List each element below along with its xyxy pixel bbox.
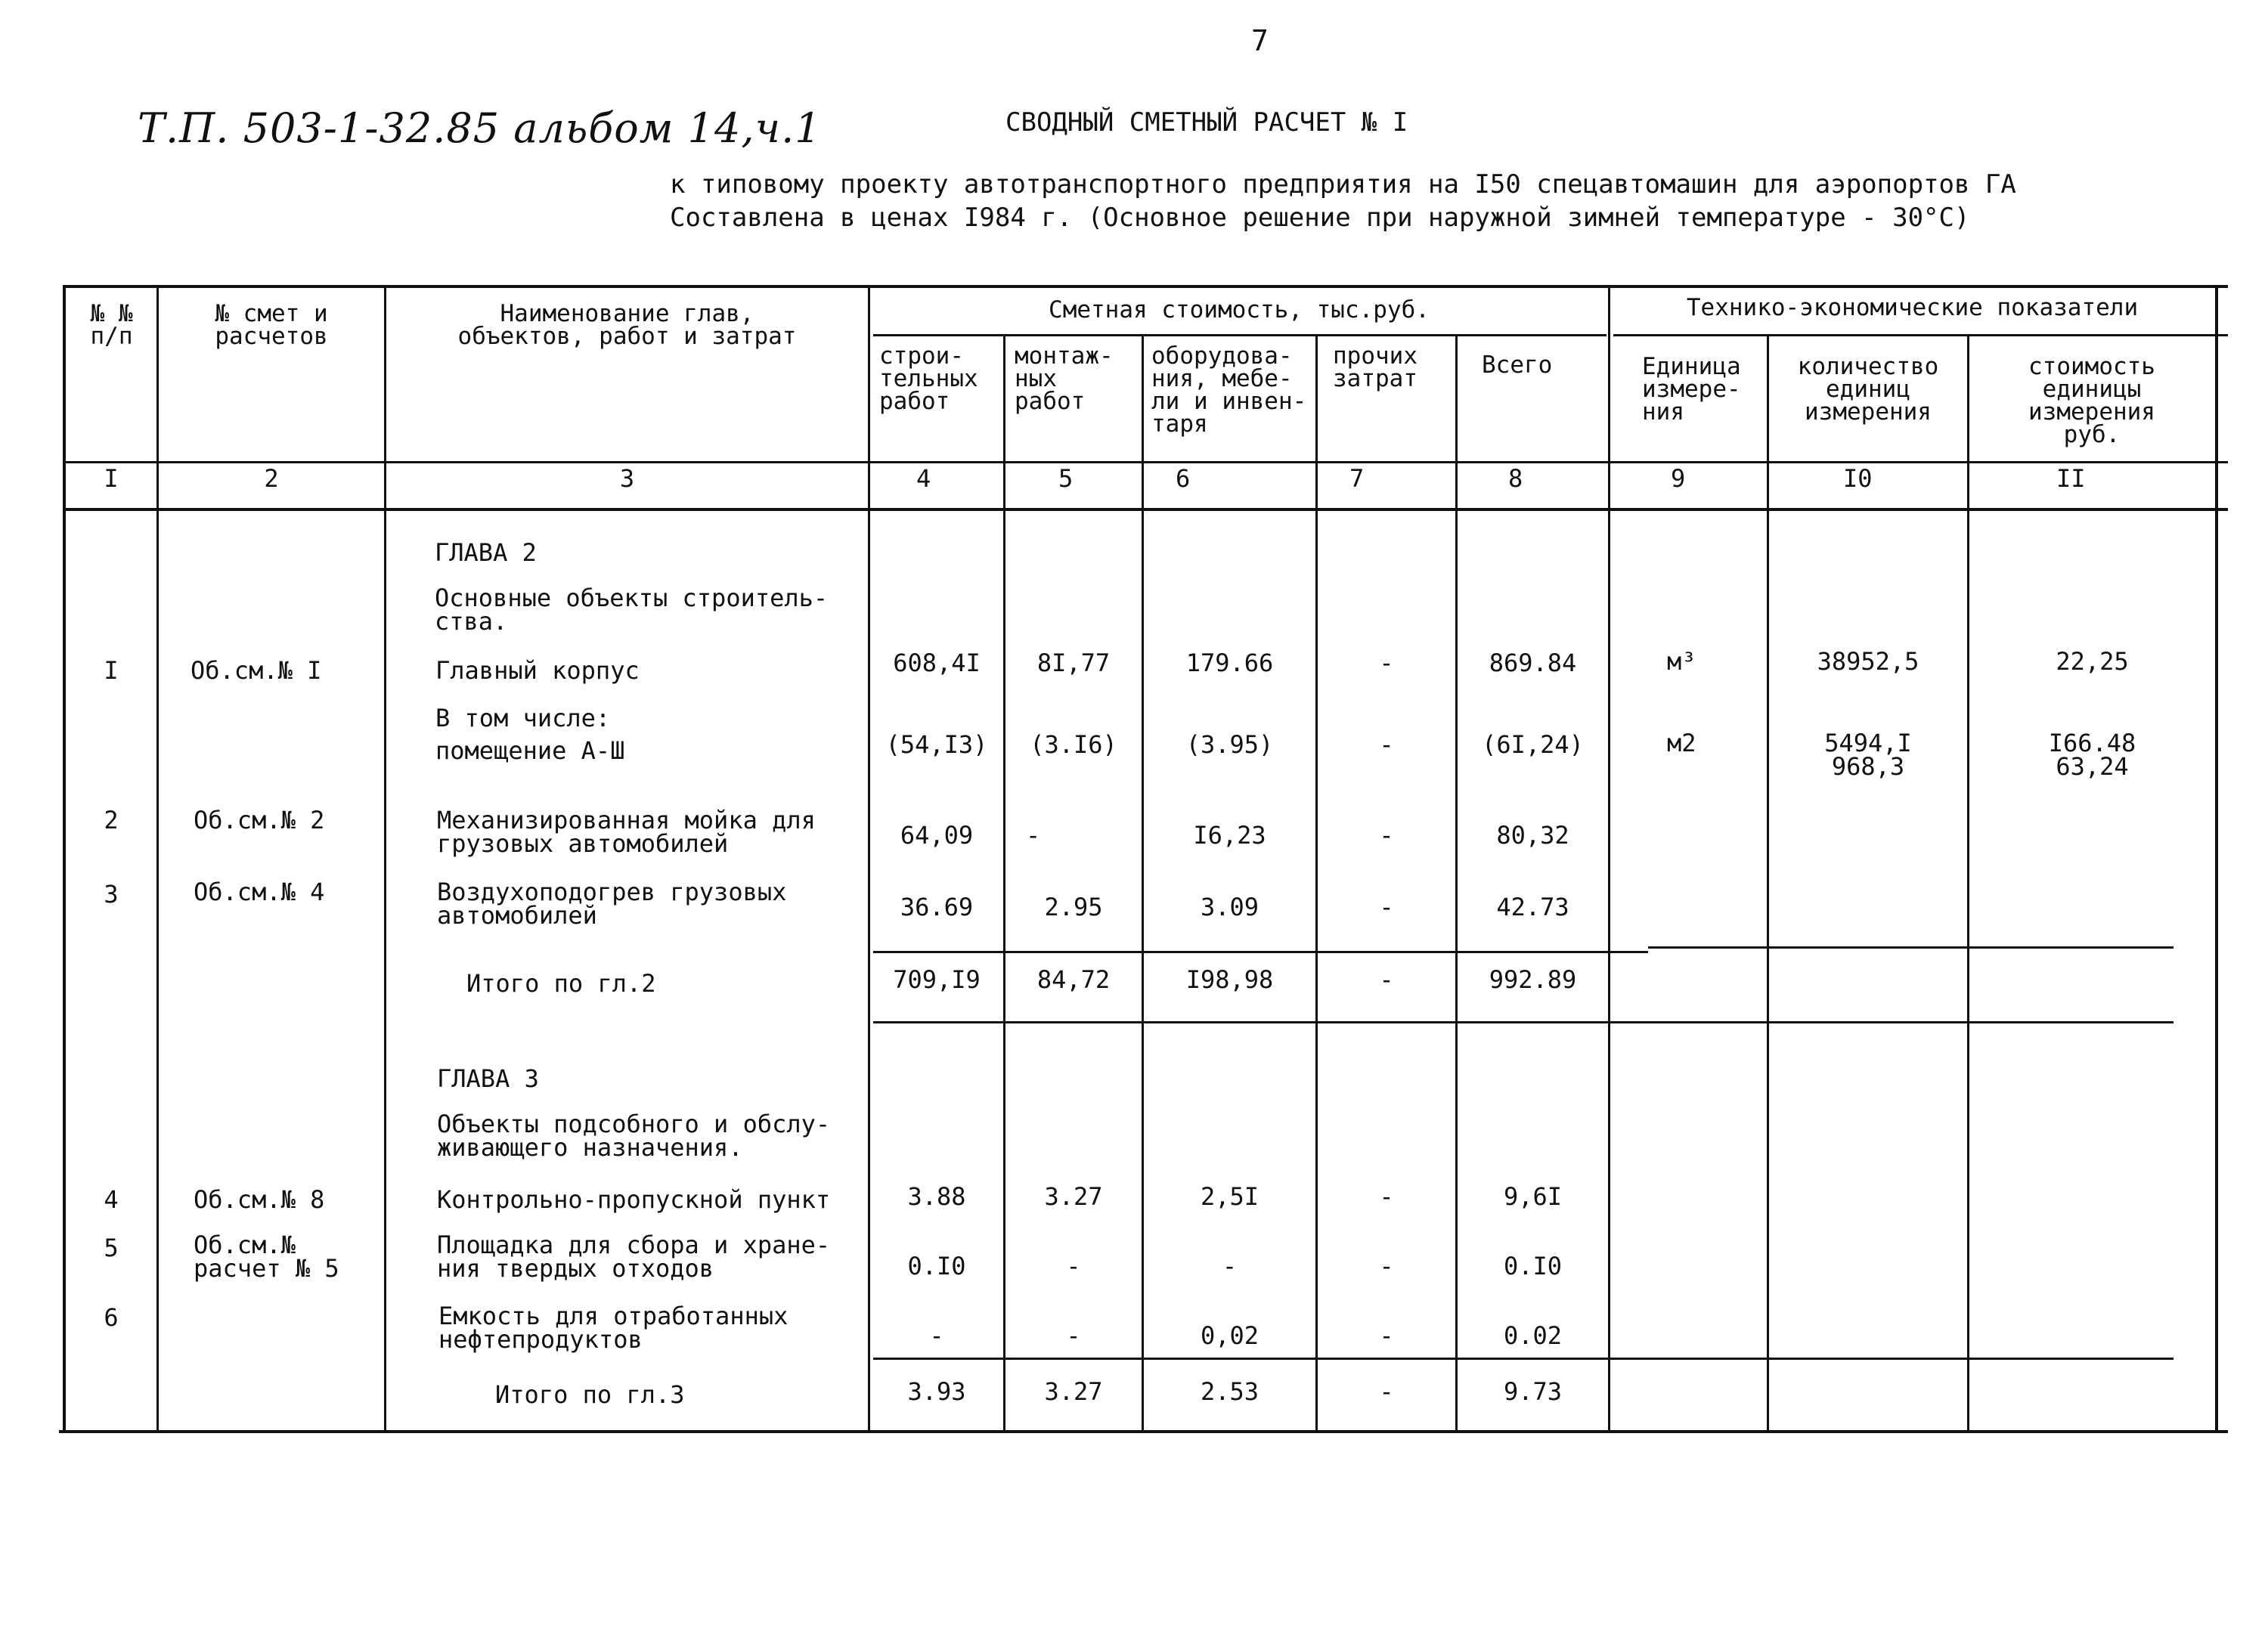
header-equipment: оборудова- ния, мебе- ли и инвен- таря bbox=[1151, 342, 1307, 438]
installation-cost: (3.I6) bbox=[1030, 730, 1117, 759]
header-item-name: Наименование глав, объектов, работ и затрат bbox=[457, 300, 797, 350]
column-number: 7 bbox=[1349, 464, 1365, 493]
total-cost: 0.I0 bbox=[1503, 1252, 1563, 1280]
unit: м³ bbox=[1667, 647, 1696, 676]
unit-quantity: 5494,I 968,3 bbox=[1824, 729, 1912, 781]
total-cost: 869.84 bbox=[1489, 649, 1577, 677]
item-name: Контрольно-пропускной пункт bbox=[437, 1185, 831, 1214]
total-cost: 42.73 bbox=[1496, 893, 1569, 921]
installation-cost: - bbox=[1066, 1321, 1081, 1350]
row-number: I bbox=[104, 656, 119, 685]
construction-cost: 36.69 bbox=[900, 893, 974, 921]
unit: м2 bbox=[1667, 729, 1696, 757]
construction-cost: 3.88 bbox=[907, 1182, 966, 1211]
other-cost: - bbox=[1379, 1252, 1394, 1280]
total-label: Итого по гл.3 bbox=[495, 1380, 685, 1409]
other-cost: - bbox=[1379, 730, 1394, 759]
equipment-cost: 2,5I bbox=[1200, 1182, 1259, 1211]
item-name: помещение А-Ш bbox=[435, 736, 625, 765]
installation-cost: 84,72 bbox=[1036, 965, 1111, 994]
total-cost: (6I,24) bbox=[1482, 730, 1584, 759]
header-technical-indicators: Технико-экономические показатели bbox=[1686, 294, 2139, 321]
other-cost: - bbox=[1379, 1182, 1394, 1211]
construction-cost: 608,4I bbox=[893, 649, 981, 677]
item-name: Площадка для сбора и хране- ния твердых отходов bbox=[437, 1231, 831, 1283]
row-number: 6 bbox=[104, 1303, 119, 1332]
total-cost: 80,32 bbox=[1496, 821, 1569, 850]
header-other-costs: прочих затрат bbox=[1333, 342, 1418, 392]
item-name: Емкость для отработанных нефтепродуктов bbox=[438, 1302, 789, 1354]
chapter-3-heading: ГЛАВА 3 bbox=[437, 1064, 539, 1093]
construction-cost: 64,09 bbox=[900, 821, 974, 850]
header-unit-quantity: количество единиц измерения bbox=[1797, 353, 1939, 426]
estimate-number: Об.см.№ расчет № 5 bbox=[194, 1231, 339, 1283]
row-number: 3 bbox=[104, 880, 119, 909]
unit-cost: I66.48 63,24 bbox=[2048, 729, 2136, 781]
other-cost: - bbox=[1379, 1377, 1394, 1406]
header-unit: Единица измере- ния bbox=[1642, 353, 1741, 426]
construction-cost: (54,I3) bbox=[885, 730, 988, 759]
row-number: 4 bbox=[104, 1185, 119, 1214]
installation-cost: - bbox=[1026, 821, 1041, 850]
equipment-cost: 3.09 bbox=[1200, 893, 1259, 921]
header-total: Всего bbox=[1482, 351, 1553, 379]
column-number: I bbox=[104, 464, 119, 493]
equipment-cost: (3.95) bbox=[1185, 730, 1274, 759]
column-number: 9 bbox=[1671, 464, 1686, 493]
column-number: 2 bbox=[264, 464, 279, 493]
installation-cost: - bbox=[1066, 1252, 1081, 1280]
header-estimated-cost: Сметная стоимость, тыс.руб. bbox=[1049, 296, 1430, 324]
row-number: 2 bbox=[104, 806, 119, 834]
equipment-cost: 0,02 bbox=[1200, 1321, 1259, 1350]
header-unit-cost: стоимость единицы измерения руб. bbox=[2028, 353, 2155, 448]
installation-cost: 2.95 bbox=[1044, 893, 1103, 921]
total-label: Итого по гл.2 bbox=[466, 969, 656, 998]
total-cost: 9.73 bbox=[1503, 1377, 1563, 1406]
other-cost: - bbox=[1379, 965, 1394, 994]
chapter-2-subheading: Основные объекты строитель- ства. bbox=[435, 584, 829, 636]
other-cost: - bbox=[1379, 1321, 1394, 1350]
chapter-3-subheading: Объекты подсобного и обслу- живающего назначения. bbox=[437, 1110, 831, 1162]
total-cost: 9,6I bbox=[1503, 1182, 1563, 1211]
document-title: СВОДНЫЙ СМЕТНЫЙ РАСЧЕТ № I bbox=[1005, 107, 1408, 138]
page-number: 7 bbox=[1251, 24, 1269, 57]
construction-cost: - bbox=[929, 1321, 944, 1350]
installation-cost: 3.27 bbox=[1044, 1182, 1103, 1211]
header-row-number: № № п/п bbox=[90, 300, 133, 350]
equipment-cost: 179.66 bbox=[1185, 649, 1274, 677]
total-cost: 992.89 bbox=[1489, 965, 1577, 994]
estimate-number: Об.см.№ 4 bbox=[194, 878, 325, 906]
estimate-number: Об.см.№ I bbox=[191, 656, 322, 685]
equipment-cost: I6,23 bbox=[1193, 821, 1266, 850]
column-number: 5 bbox=[1058, 464, 1074, 493]
header-construction-works: строи- тельных работ bbox=[879, 342, 978, 415]
other-cost: - bbox=[1379, 893, 1394, 921]
equipment-cost: 2.53 bbox=[1200, 1377, 1259, 1406]
subtitle-line-2: Составлена в ценах I984 г. (Основное решение при наружной зимней температуре - 30°С) bbox=[670, 203, 1970, 233]
column-number: 3 bbox=[619, 464, 635, 493]
installation-cost: 3.27 bbox=[1044, 1377, 1103, 1406]
other-cost: - bbox=[1379, 821, 1394, 850]
unit-cost: 22,25 bbox=[2056, 647, 2129, 676]
equipment-cost: - bbox=[1222, 1252, 1238, 1280]
construction-cost: 0.I0 bbox=[907, 1252, 966, 1280]
header-estimate-number: № смет и расчетов bbox=[215, 300, 328, 350]
chapter-2-heading: ГЛАВА 2 bbox=[435, 538, 537, 567]
equipment-cost: I98,98 bbox=[1185, 965, 1274, 994]
header-installation-works: монтаж- ных работ bbox=[1015, 342, 1114, 415]
item-name: Главный корпус bbox=[435, 656, 640, 685]
other-cost: - bbox=[1379, 649, 1394, 677]
installation-cost: 8I,77 bbox=[1036, 649, 1111, 677]
estimate-number: Об.см.№ 2 bbox=[194, 806, 325, 834]
column-number: 8 bbox=[1508, 464, 1523, 493]
handwritten-reference: Т.П. 503-1-32.85 альбом 14,ч.1 bbox=[138, 104, 822, 152]
unit-quantity: 38952,5 bbox=[1817, 647, 1919, 676]
column-number: 4 bbox=[916, 464, 931, 493]
item-name-note: В том числе: bbox=[435, 704, 611, 732]
subtitle-line-1: к типовому проекту автотранспортного предприятия на I50 спецавтомашин для аэропортов ГА bbox=[670, 169, 2016, 200]
estimate-number: Об.см.№ 8 bbox=[194, 1185, 325, 1214]
item-name: Воздухоподогрев грузовых автомобилей bbox=[437, 878, 787, 930]
total-cost: 0.02 bbox=[1503, 1321, 1563, 1350]
column-number: I0 bbox=[1843, 464, 1873, 493]
column-number: 6 bbox=[1176, 464, 1191, 493]
column-number: II bbox=[2056, 464, 2086, 493]
construction-cost: 3.93 bbox=[907, 1377, 966, 1406]
construction-cost: 709,I9 bbox=[893, 965, 981, 994]
item-name: Механизированная мойка для грузовых автомобилей bbox=[437, 806, 816, 858]
row-number: 5 bbox=[104, 1234, 119, 1262]
